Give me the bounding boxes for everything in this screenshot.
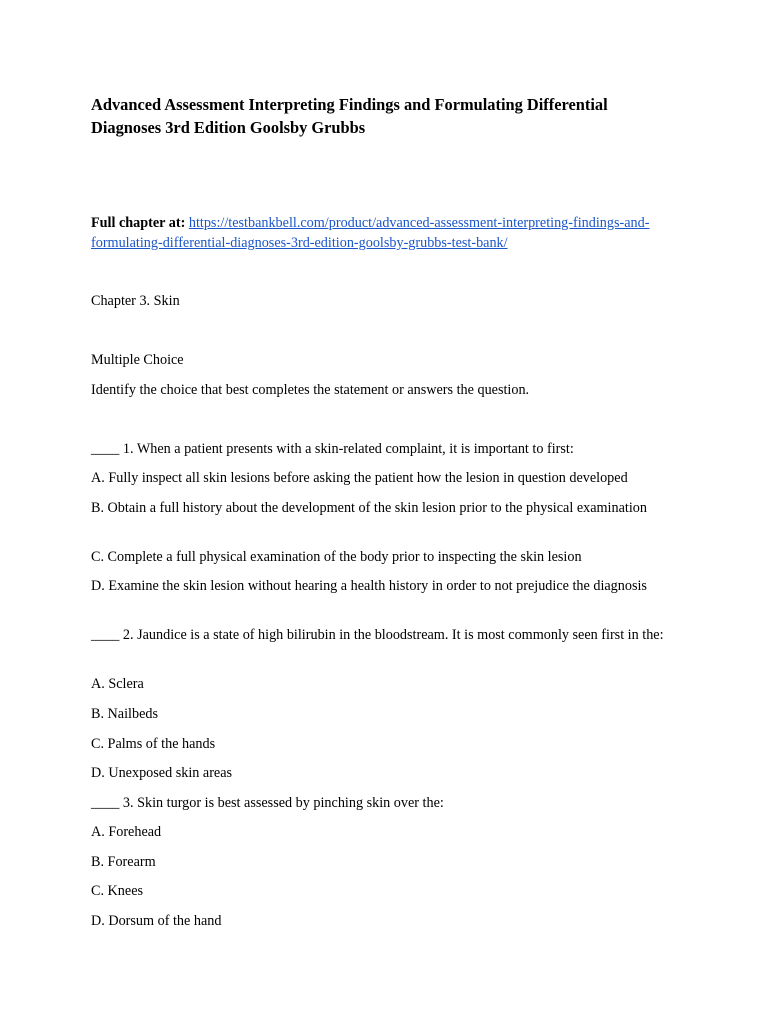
question-1-stem: ____ 1. When a patient presents with a skin-related complaint, it is important to first: (91, 441, 574, 457)
full-chapter-link[interactable]: https://testbankbell.com/product/advanced-assessment-interpreting-findings-and-formulating-differential-diagnoses-3rd-edition-goolsby-grubbs-test-bank/ (91, 215, 650, 251)
question-2-option-d: D. Unexposed skin areas (91, 765, 233, 781)
question-2-option-a: A. Sclera (91, 676, 144, 692)
question-2-stem: ____ 2. Jaundice is a state of high bilirubin in the bloodstream. It is most commonly seen first in the: (91, 627, 664, 643)
question-2-option-b: B. Nailbeds (91, 706, 158, 722)
question-3-option-d: D. Dorsum of the hand (91, 913, 222, 929)
question-3-option-b: B. Forearm (91, 854, 156, 870)
full-chapter-line (91, 213, 681, 253)
question-3-stem: ____ 3. Skin turgor is best assessed by pinching skin over the: (91, 795, 444, 811)
section-heading: Multiple Choice (91, 352, 184, 368)
question-3-option-a: A. Forehead (91, 824, 162, 840)
full-chapter-label: Full chapter at: (91, 215, 186, 231)
instructions: Identify the choice that best completes the statement or answers the question. (91, 382, 530, 398)
question-1-option-d: D. Examine the skin lesion without hearing a health history in order to not prejudice the diagnosis (91, 578, 647, 594)
question-1-option-b: B. Obtain a full history about the development of the skin lesion prior to the physical examination (91, 500, 647, 516)
document-title: Advanced Assessment Interpreting Findings and Formulating Differential Diagnoses 3rd Edition Goolsby Grubbs (91, 95, 608, 137)
question-1-option-c: C. Complete a full physical examination of the body prior to inspecting the skin lesion (91, 549, 582, 565)
question-3-option-c: C. Knees (91, 883, 144, 899)
chapter-heading: Chapter 3. Skin (91, 293, 180, 309)
question-1-option-a: A. Fully inspect all skin lesions before asking the patient how the lesion in question developed (91, 470, 628, 486)
question-2-option-c: C. Palms of the hands (91, 736, 216, 752)
